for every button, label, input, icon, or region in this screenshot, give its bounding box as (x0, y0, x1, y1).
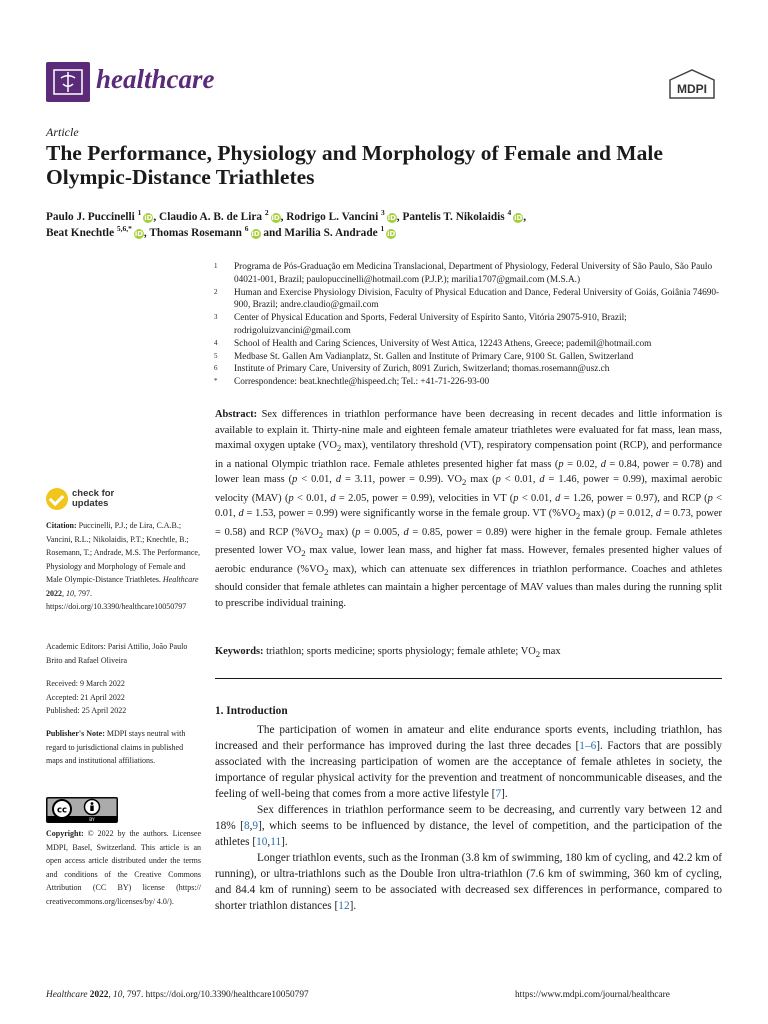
citation-block: Citation: Puccinelli, P.J.; de Lira, C.A.B.; Vancini, R.L.; Nikolaidis, P.T.; Knechtle, B.; Rosemann, T.; Andrade, M.S. The Performance, Physiology and Morphology of Female and Male Olympic-Distance Triathletes. Healthcare 2022, 10, 797. https://doi.org/10.3390/healthcare10050797 (46, 521, 200, 611)
svg-text:BY: BY (89, 818, 95, 823)
author-name[interactable]: Beat Knechtle (46, 226, 115, 239)
affiliation-item: 5 Medbase St. Gallen Am Vadianplatz, St. Gallen and Institute of Primary Care, 9100 St. Gallen, Switzerland (214, 351, 634, 362)
abstract-label: Abstract: (215, 409, 258, 420)
article-type: Article (46, 125, 79, 139)
orcid-icon[interactable]: iD (387, 213, 396, 222)
section-heading: 1. Introduction (215, 705, 288, 717)
paragraph: Longer triathlon events, such as the Ironman (3.8 km of swimming, 180 km of cycling, and 42.2 km of running), or ultra-triathlons such as the Double Iron ultra-triathlon (7.6 km of swimming, 360 km of cycling, and 84.4 km of running) seem to be associated with decreased sex differences in performance, compared to shorter triathlon distances [12]. (215, 852, 722, 912)
paragraph: The participation of women in amateur and elite endurance sports events, including triathlon, has increased and their performance has improved during the last three decades [1–6]. Factors that are possibly associated with the increasing participation of women are the acceptance of female athletes in society, the importance of regular physical activity for the prevention and treatment of noncommunicable diseases, and the feeling of well-being that comes from a more active lifestyle [7]. (215, 724, 722, 800)
mdpi-logo-icon[interactable] (666, 68, 718, 104)
publication-dates (46, 677, 201, 718)
author-name[interactable]: Paulo J. Puccinelli (46, 210, 135, 223)
page-title: The Performance, Physiology and Morphology of Female and Male Olympic-Distance Triathletes (46, 141, 663, 189)
reference-link[interactable]: 7 (495, 788, 502, 800)
abstract: Abstract: Sex differences in triathlon performance have been decreasing in recent decades and little information is available to explain it. Thirty-nine male and eighteen female amateur triathletes were evaluated for fat mass, lean mass, maximal oxygen uptake ($VO_2$ max), ventilatory threshold (VT), respiratory compensation point (RCP), and performance in a national Olympic triathlon race. Female athletes presented higher fat mass (p = 0.02, d = 0.84, power = 0.78) and lower lean mass (p < 0.01, d = 3.11, power = 0.99). $VO_2$ max (p < 0.01, d = 1.46, power = 0.99), maximal aerobic velocity (MAV) (p < 0.01, d = 2.05, power = 0.99), velocities in VT (p < 0.01, d = 1.26, power = 0.97), and RCP (p < 0.01, d = 1.53, power = 0.99) were significantly worse in the female group. VT ($\%VO_2$ max) (p = 0.012, d = 0.73, power = 0.58) and RCP ($\%VO_2$ max) (p = 0.005, d = 0.85, power = 0.89) were higher in the female group. Female athletes presented lower $VO_2$ max value, lower lean mass, and higher fat mass. However, females presented higher values of aerobic endurance ($\%VO_2$ max), which can attenuate sex differences in triathlon performance. Coaches and athletes should consider that female athletes can maintain a higher percentage of MAV values than males during the running split to prescribe individual training. (215, 409, 723, 609)
author-name[interactable]: Rodrigo L. Vancini (286, 210, 379, 223)
orcid-icon[interactable]: iD (514, 213, 523, 222)
orcid-icon[interactable]: iD (144, 213, 153, 222)
correspondence: * Correspondence: beat.knechtle@hispeed.ch; Tel.: +41-71-226-93-00 (214, 377, 490, 388)
reference-link[interactable]: 12 (338, 900, 350, 912)
affiliations (210, 261, 725, 389)
orcid-icon[interactable]: iD (251, 229, 260, 238)
section-divider (215, 678, 722, 679)
reference-link[interactable]: 1–6 (579, 740, 597, 752)
footer-citation: Healthcare 2022, 10, 797. https://doi.org/10.3390/healthcare10050797 (46, 990, 309, 1000)
keywords: Keywords: triathlon; sports medicine; sports physiology; female athlete; $VO_2$ max (215, 646, 561, 660)
mdpi-logo-text: MDPI (677, 82, 707, 96)
affiliation-item: 2 Human and Exercise Physiology Division, Faculty of Physical Education and Dance, Federal University of Goiás, Goiânia 74690-900, Brazil; andre.claudio@gmail.com (214, 287, 720, 311)
affiliation-item: 6 Institute of Primary Care, University of Zurich, 8091 Zurich, Switzerland; thomas.rosemann@usz.ch (214, 364, 610, 375)
author-name[interactable]: Claudio A. B. de Lira (159, 210, 262, 223)
doi-link[interactable]: , 797. https://doi.org/10.3390/healthcare10050797 (46, 588, 187, 611)
footer-doi-link[interactable]: , 797. https://doi.org/10.3390/healthcare10050797 (122, 990, 309, 1000)
reference-link[interactable]: 11 (270, 836, 282, 848)
published-date: Published: 25 April 2022 (46, 706, 127, 715)
publisher-note: Publisher's Note: MDPI stays neutral with regard to jurisdictional claims in published maps and institutional affiliations. (46, 729, 186, 765)
orcid-icon[interactable]: iD (387, 229, 396, 238)
cc-by-license-icon[interactable] (46, 797, 118, 823)
author-list: Beat Knechtle $^{5,6,*}$iD, Thomas Rosemann $^6$iD and Marilia S. Andrade $^1$iD (46, 224, 396, 239)
affiliation-item: 3 Center of Physical Education and Sports, Federal University of Espírito Santo, Vitória 29075-910, Brazil; rodrigoluizvancini@gmail.com (214, 313, 627, 336)
check-for-updates-button[interactable] (46, 486, 171, 516)
copyright-notice: Copyright: © 2022 by the authors. Licensee MDPI, Basel, Switzerland. This article is an open access article distributed under the terms and conditions of the Creative Commons Attribution (CC BY) license (https:// creativecommons.org/licenses/by/ 4.0/). (46, 829, 201, 906)
journal-name[interactable]: healthcare (96, 64, 215, 94)
reference-link[interactable]: 10 (256, 836, 268, 848)
footer-journal-link[interactable]: https://www.mdpi.com/journal/healthcare (515, 990, 670, 1000)
author-list: Paulo J. Puccinelli $^1$iD, Claudio A. B. de Lira $^2$iD, Rodrigo L. Vancini $^3$iD, Pantelis T. Nikolaidis $^4$iD, (46, 208, 527, 223)
paragraph: Sex differences in triathlon performance seem to be decreasing, and currently vary between 12 and 18% [8,9], which seems to be influenced by distance, the level of competition, and the participation of the athletes [10,11]. (215, 804, 722, 848)
orcid-icon[interactable]: iD (271, 213, 280, 222)
journal-logo-icon (46, 62, 90, 102)
affiliation-item: 1 Programa de Pós-Graduação em Medicina Translacional, Department of Physiology, Federal University of São Paulo, São Paulo 04021-001, Brazil; paulopuccinelli@hotmail.com (P.J.P.); marilia1707@gmail.com (M.S.A.) (214, 262, 713, 285)
affiliation-item: 4 School of Health and Caring Sciences, University of West Attica, 12243 Athens, Greece; pademil@hotmail.com (214, 338, 652, 349)
orcid-icon[interactable]: iD (134, 229, 144, 238)
received-date: Received: 9 March 2022 (46, 679, 125, 688)
author-name[interactable]: Thomas Rosemann (149, 226, 242, 239)
reference-link[interactable]: 9 (252, 820, 259, 832)
svg-text:cc: cc (56, 805, 68, 816)
academic-editors: Academic Editors: Parisi Attilio, João Paulo Brito and Rafael Oliveira (46, 642, 188, 665)
accepted-date: Accepted: 21 April 2022 (46, 692, 125, 702)
reference-link[interactable]: 8 (243, 820, 250, 832)
check-label: updates (72, 498, 109, 509)
author-name[interactable]: Pantelis T. Nikolaidis (402, 210, 505, 223)
check-icon (46, 488, 68, 510)
introduction-body (215, 722, 722, 914)
author-name[interactable]: Marilia S. Andrade (284, 226, 378, 239)
check-label: check for (72, 488, 115, 499)
keywords-label: Keywords: (215, 646, 264, 657)
